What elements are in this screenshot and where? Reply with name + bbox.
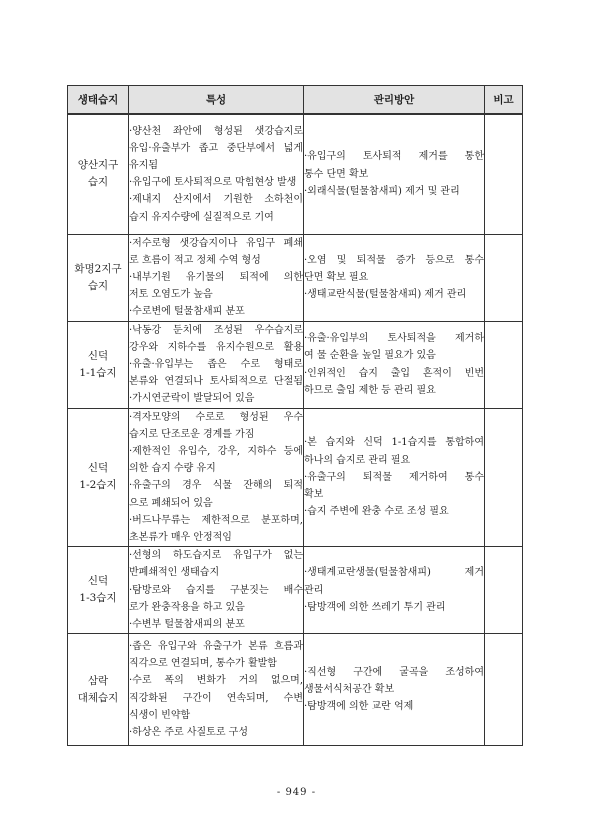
- management-line: ·유출구의 퇴적물 제거하여 통수: [304, 471, 484, 483]
- management-line: 단면 확보 필요: [304, 271, 369, 283]
- characteristics-cell: [129, 408, 304, 547]
- management-cell: [304, 114, 485, 234]
- management-line: ·생태교란식물(털물참새피) 제거 관리: [304, 289, 467, 301]
- characteristic-line: 로가 완충작용을 하고 있음: [129, 601, 245, 613]
- header-management-plan: 관리방안: [304, 86, 485, 115]
- wetland-name-line: 화명2지구: [74, 262, 122, 275]
- wetland-name-line: 1-3습지: [79, 592, 117, 605]
- characteristic-line: ·가시연군락이 발달되어 있음: [129, 393, 255, 405]
- characteristic-line: ·저수로형 샛강습지이나 유입구 폐쇄: [129, 237, 303, 249]
- table-row: [68, 114, 523, 234]
- management-line: ·외래식물(털물참새피) 제거 및 관리: [304, 185, 460, 197]
- characteristic-line: ·수로 폭의 변화가 거의 없으며,: [129, 675, 303, 687]
- management-line: ·본 습지와 신덕 1-1습지를 통합하여: [304, 437, 484, 449]
- characteristic-line: ·유출구의 경우 식물 잔해의 퇴적: [129, 480, 303, 492]
- characteristic-line: ·수로변에 털물참새피 분포: [129, 306, 245, 318]
- characteristic-line: 유지됨: [129, 160, 158, 172]
- wetland-name-cell: [68, 547, 129, 634]
- characteristic-line: 의한 습지 수량 유지: [129, 463, 216, 475]
- characteristic-line: 습지 유지수량에 실질적으로 기여: [129, 211, 274, 223]
- characteristic-line: 초본류가 매우 안정적임: [129, 531, 232, 543]
- table-row: [68, 234, 523, 321]
- wetland-name-line: 습지: [87, 279, 109, 292]
- characteristic-line: ·제내지 산지에서 기원한 소하천이: [129, 194, 303, 206]
- management-line: ·유출·유입부의 토사퇴적을 제거하: [304, 333, 484, 345]
- wetland-name-line: 신덕: [87, 575, 109, 588]
- management-cell: [304, 634, 485, 746]
- wetland-name-line: 습지: [87, 176, 109, 189]
- wetland-name-cell: [68, 408, 129, 547]
- table-row: [68, 547, 523, 634]
- remarks-cell: [485, 114, 523, 234]
- characteristic-line: ·내부기원 유기물의 퇴적에 의한: [129, 271, 303, 283]
- characteristic-line: ·유출·유입부는 좁은 수로 형태로: [129, 358, 303, 370]
- table-header-row: [68, 86, 523, 115]
- characteristic-line: 저토 오염도가 높음: [129, 289, 213, 301]
- remarks-cell: [485, 408, 523, 547]
- characteristic-line: ·수변부 털물참새피의 분포: [129, 618, 245, 630]
- characteristic-line: 본류와 연결되나 토사퇴적으로 단절됨: [129, 376, 303, 388]
- management-line: ·탐방객에 의한 교란 억제: [304, 701, 414, 713]
- characteristic-line: ·양산천 좌안에 형성된 샛강습지로: [129, 125, 303, 137]
- wetland-name-line: 삼락: [87, 674, 109, 687]
- remarks-cell: [485, 321, 523, 408]
- characteristic-line: ·버드나무류는 제한적으로 분포하며,: [129, 514, 303, 526]
- characteristic-line: 로 흐름이 적고 정체 수역 형성: [129, 254, 261, 266]
- characteristic-line: ·하상은 주로 사질토로 구성: [129, 727, 248, 739]
- characteristic-line: ·낙동강 둔치에 조성된 우수습지로: [129, 324, 303, 336]
- characteristic-line: ·좁은 유입구와 유출구가 본류 흐름과: [129, 641, 303, 653]
- characteristics-cell: [129, 321, 304, 408]
- characteristic-line: 직강화된 구간이 연속되며, 수변: [129, 692, 303, 704]
- management-line: 하므로 출입 제한 등 관리 필요: [304, 384, 436, 396]
- wetland-name-line: 양산지구: [77, 159, 119, 172]
- remarks-cell: [485, 547, 523, 634]
- header-wetland: 생태습지: [68, 86, 129, 115]
- characteristics-cell: [129, 634, 304, 746]
- wetland-name-line: 대체습지: [77, 691, 119, 704]
- characteristics-cell: [129, 114, 304, 234]
- characteristic-line: ·제한적인 유입수, 강우, 지하수 등에: [129, 445, 303, 457]
- wetland-management-table: [67, 85, 523, 746]
- management-line: 하나의 습지로 관리 필요: [304, 454, 411, 466]
- management-line: 관리: [304, 584, 324, 596]
- table-row: [68, 321, 523, 408]
- management-line: ·오염 및 퇴적물 증가 등으로 통수: [304, 254, 484, 266]
- characteristic-line: 강우와 지하수를 유지수원으로 활용: [129, 341, 303, 353]
- management-cell: [304, 408, 485, 547]
- remarks-cell: [485, 634, 523, 746]
- wetland-name-cell: [68, 234, 129, 321]
- table-row: [68, 634, 523, 746]
- header-remarks: 비고: [485, 86, 523, 115]
- characteristic-line: ·격자모양의 수로로 형성된 우수: [129, 411, 303, 423]
- wetland-name-line: 신덕: [87, 462, 109, 475]
- management-line: ·생태계교란생물(털물참새피) 제거: [304, 567, 484, 579]
- management-line: ·인위적인 습지 출입 흔적이 빈번: [304, 367, 484, 379]
- header-characteristics: 특성: [129, 86, 304, 115]
- characteristics-cell: [129, 234, 304, 321]
- characteristics-cell: [129, 547, 304, 634]
- wetland-name-cell: [68, 321, 129, 408]
- management-cell: [304, 547, 485, 634]
- management-line: 여 물 순환을 높일 필요가 있음: [304, 350, 436, 362]
- wetland-name-line: 1-1습지: [79, 366, 117, 379]
- characteristic-line: 식생이 빈약함: [129, 709, 191, 721]
- page-number: - 949 -: [276, 787, 317, 798]
- remarks-cell: [485, 234, 523, 321]
- wetland-name-line: 신덕: [87, 349, 109, 362]
- management-line: ·직선형 구간에 굴곡을 조성하여: [304, 666, 484, 678]
- characteristic-line: 유입·유출부가 좁고 중단부에서 넓게: [129, 142, 303, 154]
- characteristic-line: 으로 폐쇄되어 있음: [129, 497, 213, 509]
- management-line: ·습지 주변에 완충 수로 조성 필요: [304, 506, 449, 518]
- management-line: 통수 단면 확보: [304, 168, 369, 180]
- management-line: 생물서식처공간 확보: [304, 684, 395, 696]
- wetland-name-line: 1-2습지: [79, 479, 117, 492]
- characteristic-line: 습지로 단조로운 경계를 가짐: [129, 428, 255, 440]
- characteristic-line: ·탐방로와 습지를 구분짓는 배수: [129, 584, 303, 596]
- management-line: 확보: [304, 488, 324, 500]
- management-cell: [304, 321, 485, 408]
- characteristic-line: ·유입구에 토사퇴적으로 막힘현상 발생: [129, 177, 297, 189]
- management-line: ·유입구의 토사퇴적 제거를 통한: [304, 151, 484, 163]
- characteristic-line: 직각으로 연결되며, 통수가 활발함: [129, 658, 277, 670]
- characteristic-line: 반폐쇄적인 생태습지: [129, 567, 220, 579]
- management-cell: [304, 234, 485, 321]
- wetland-name-cell: [68, 114, 129, 234]
- characteristic-line: ·선형의 하도습지로 유입구가 없는: [129, 550, 303, 562]
- wetland-name-cell: [68, 634, 129, 746]
- management-line: ·탐방객에 의한 쓰레기 투기 관리: [304, 601, 446, 613]
- table-row: [68, 408, 523, 547]
